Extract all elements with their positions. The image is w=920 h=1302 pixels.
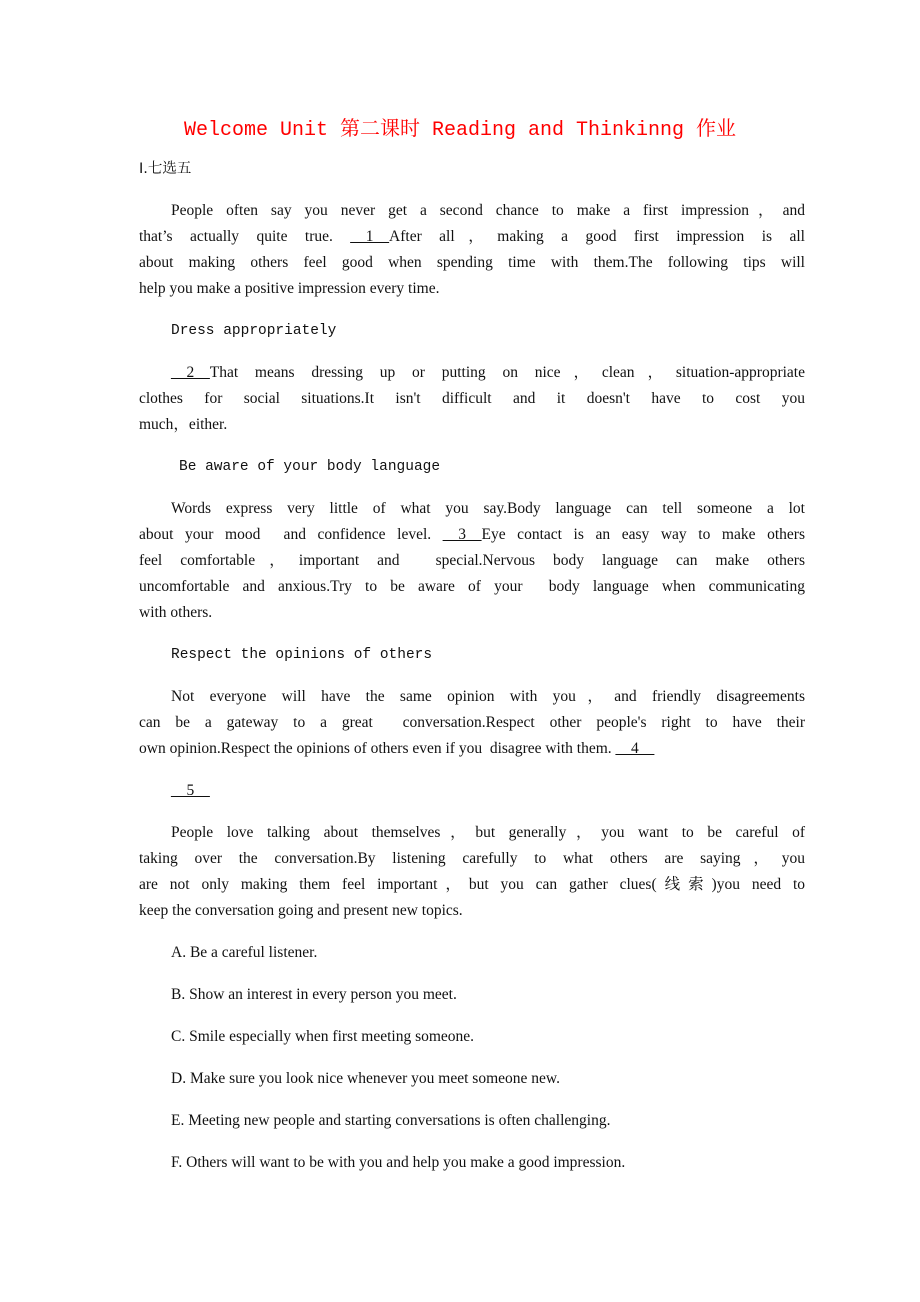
- answer-option: [139, 982, 805, 1008]
- text-line: [139, 360, 805, 386]
- option-text: F. Others will want to be with you and help you make a good impression.: [171, 1154, 626, 1171]
- text-segment: that’s actually quite true.: [139, 228, 351, 245]
- text-segment: own opinion.Respect the opinions of others even if you disagree with them.: [139, 740, 616, 757]
- text-line: [139, 386, 805, 412]
- paragraph: [139, 820, 805, 924]
- text-line: [139, 898, 805, 924]
- text-line: [139, 820, 805, 846]
- answer-blank: __2__: [171, 364, 210, 381]
- option-text: E. Meeting new people and starting conversations is often challenging.: [171, 1112, 611, 1129]
- answer-blank: __4__: [615, 740, 655, 757]
- option-text: D. Make sure you look nice whenever you meet someone new.: [171, 1070, 560, 1087]
- paragraph: [139, 496, 805, 626]
- subheading-text: Be aware of your body language: [179, 459, 441, 475]
- answer-option: [139, 1024, 805, 1050]
- document-body: [139, 156, 805, 1192]
- text-segment: That means dressing up or putting on nice，clean，situation-appropriate: [209, 364, 805, 381]
- option-text: B. Show an interest in every person you meet.: [171, 986, 457, 1003]
- text-line: [139, 522, 805, 548]
- text-segment: People love talking about themselves，but generally，you want to be careful of: [171, 824, 805, 841]
- text-segment: can be a gateway to a great conversation.Respect other people's right to have their: [139, 714, 805, 731]
- paragraph: [139, 778, 805, 804]
- text-line: [139, 276, 805, 302]
- paragraph: [139, 198, 805, 302]
- answer-option: [139, 940, 805, 966]
- text-line: [139, 600, 805, 626]
- text-segment: with others.: [139, 604, 213, 621]
- text-line: [139, 574, 805, 600]
- text-line: [139, 736, 805, 762]
- answer-option: [139, 1066, 805, 1092]
- text-line: [139, 198, 805, 224]
- text-segment: keep the conversation going and present new topics.: [139, 902, 463, 919]
- text-line: [139, 846, 805, 872]
- text-line: [139, 710, 805, 736]
- text-line: [139, 412, 805, 438]
- paragraph: [139, 684, 805, 762]
- text-segment: help you make a positive impression every time.: [139, 280, 440, 297]
- text-line: [139, 548, 805, 574]
- text-line: [139, 224, 805, 250]
- text-segment: uncomfortable and anxious.Try to be aware of your body language when communicating: [139, 578, 805, 595]
- answer-blank: __5__: [171, 782, 210, 799]
- text-segment: feel comfortable，important and special.Nervous body language can make others: [139, 552, 805, 569]
- passage: [139, 198, 805, 1176]
- text-segment: taking over the conversation.By listening carefully to what others are saying，you: [139, 850, 805, 867]
- text-segment: After all，making a good first impression is all: [389, 228, 805, 245]
- text-segment: much，either.: [139, 416, 228, 433]
- text-segment: about your mood and confidence level.: [139, 526, 443, 543]
- text-line: [139, 778, 805, 804]
- text-segment: about making others feel good when spending time with them.The following tips will: [139, 254, 805, 271]
- text-line: [139, 496, 805, 522]
- text-segment: Not everyone will have the same opinion with you，and friendly disagreements: [171, 688, 805, 705]
- subheading-text: Respect the opinions of others: [171, 647, 433, 663]
- section-heading: Ⅰ.七选五: [139, 161, 192, 177]
- text-line: [139, 250, 805, 276]
- answer-option: [139, 1108, 805, 1134]
- text-segment: People often say you never get a second chance to make a first impression，and: [171, 202, 805, 219]
- subheading: [139, 642, 805, 668]
- option-text: A. Be a careful listener.: [171, 944, 318, 961]
- text-line: [139, 684, 805, 710]
- text-line: [139, 872, 805, 898]
- text-segment: are not only making them feel important，but you can gather clues(线索)you need to: [139, 876, 805, 893]
- answer-blank: __1__: [350, 228, 390, 245]
- text-segment: Words express very little of what you say.Body language can tell someone a lot: [171, 500, 805, 517]
- text-segment: clothes for social situations.It isn't difficult and it doesn't have to cost you: [139, 390, 805, 407]
- answer-option: [139, 1150, 805, 1176]
- text-segment: Eye contact is an easy way to make others: [481, 526, 805, 543]
- document-title: Welcome Unit 第二课时 Reading and Thinkinng 作业: [183, 119, 737, 142]
- subheading-text: Dress appropriately: [171, 323, 337, 339]
- subheading: [139, 318, 805, 344]
- subheading: [139, 454, 805, 480]
- paragraph: [139, 360, 805, 438]
- option-text: C. Smile especially when first meeting someone.: [171, 1028, 475, 1045]
- answer-blank: __3__: [442, 526, 482, 543]
